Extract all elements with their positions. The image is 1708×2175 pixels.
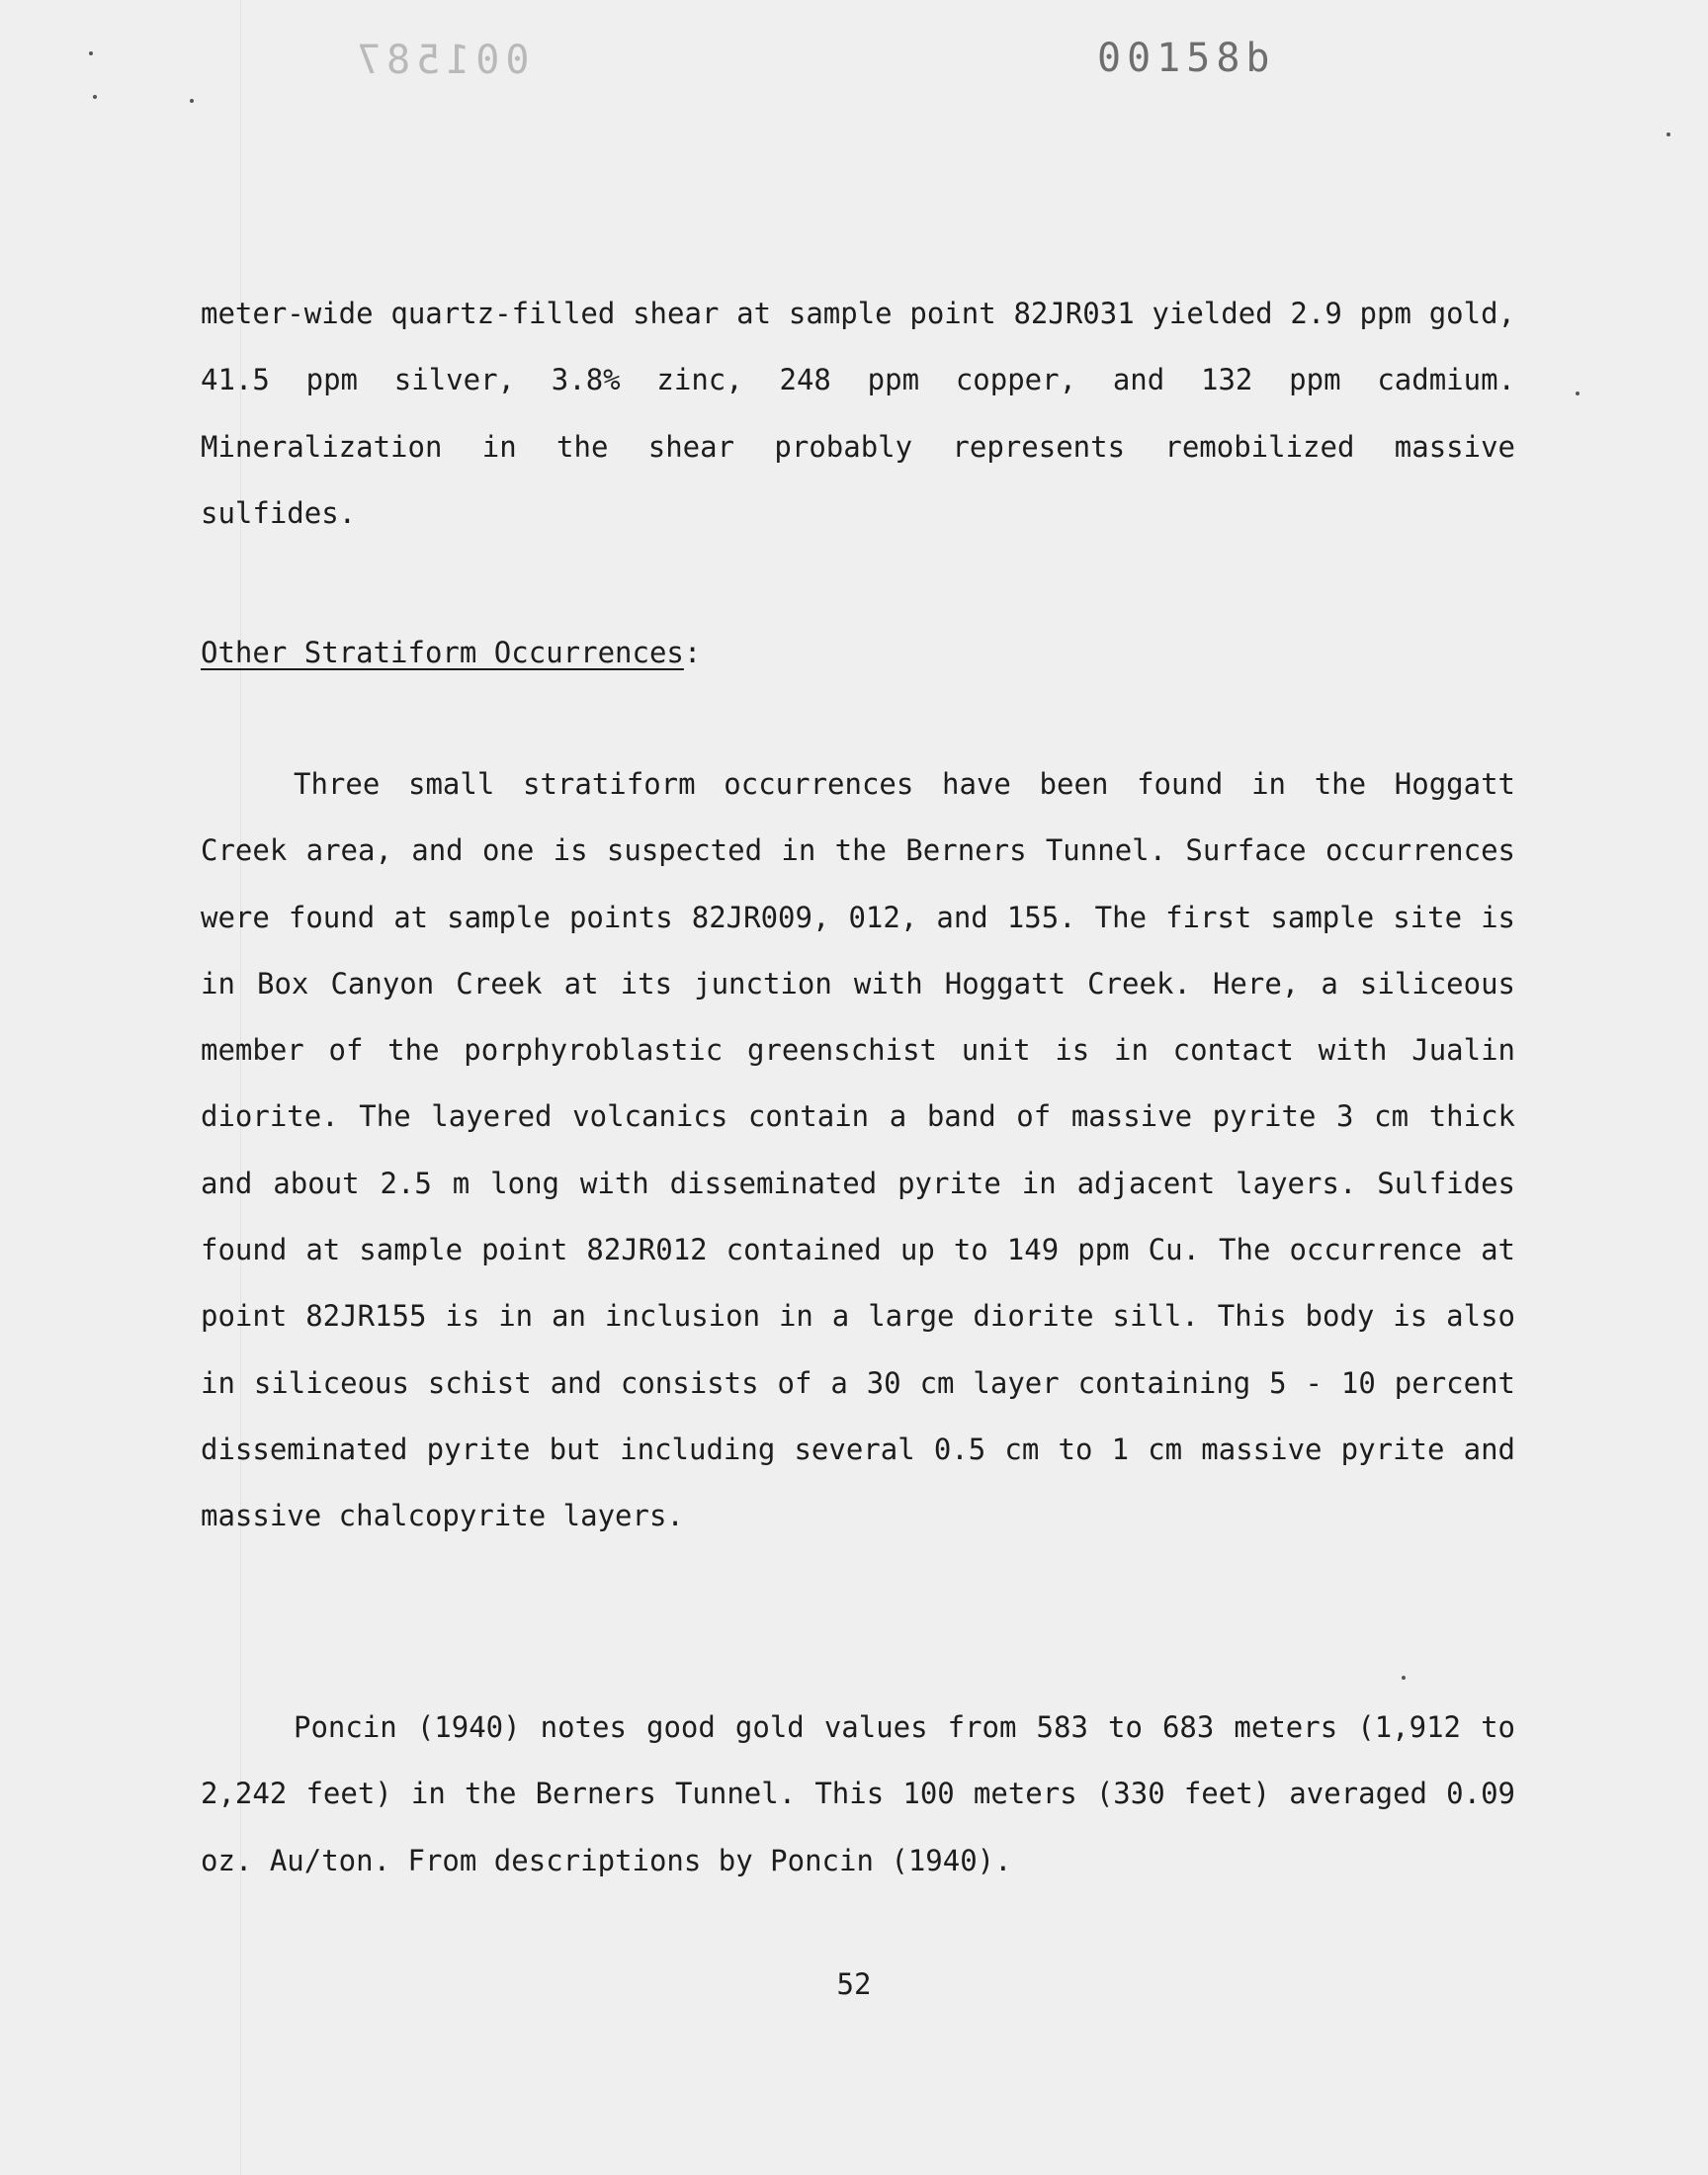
paragraph-shear-results: meter-wide quartz-filled shear at sample point 82JR031 yielded 2.9 ppm gold, 41.5 ppm silver, 3.8% zinc, 248 ppm copper, and 132 ppm cadmium. Mineralization in the shear probably represents remobilized massive sulfides. [201, 297, 1515, 530]
scan-speck [93, 95, 97, 99]
document-number: 00158b [1097, 36, 1276, 81]
scan-speck [1576, 392, 1580, 395]
bleed-through-stamp: 001587 [351, 38, 530, 83]
section-heading [201, 623, 701, 682]
page-number: 52 [836, 1967, 872, 2001]
paragraph-poncin-gold-values: Poncin (1940) notes good gold values from 583 to 683 meters (1,912 to 2,242 feet) in the Berners Tunnel. This 100 meters (330 feet) averaged 0.09 oz. Au/ton. From descriptions by Poncin (1940). [201, 1710, 1515, 1877]
scan-speck [1402, 1676, 1406, 1680]
paragraph-stratiform-occurrences: Three small stratiform occurrences have been found in the Hoggatt Creek area, and one is suspected in the Berners Tunnel. Surface occurrences were found at sample points 82JR009, 012, and 155. The first sample site is in Box Canyon Creek at its junction with Hoggatt Creek. Here, a siliceous member of the porphyroblastic greenschist unit is in contact with Jualin diorite. The layered volcanics contain a band of massive pyrite 3 cm thick and about 2.5 m long with disseminated pyrite in adjacent layers. Sulfides found at sample point 82JR012 contained up to 149 ppm Cu. The occurrence at point 82JR155 is in an inclusion in a large diorite sill. This body is also in siliceous schist and consists of a 30 cm layer containing 5 - 10 percent disseminated pyrite but including several 0.5 cm to 1 cm massive pyrite and massive chalcopyrite layers. [201, 767, 1515, 1533]
section-heading-colon: : [683, 636, 702, 669]
scan-speck [89, 51, 93, 55]
section-heading-text: Other Stratiform Occurrences [201, 636, 684, 669]
scan-speck [1666, 132, 1670, 136]
scan-speck [190, 99, 194, 103]
